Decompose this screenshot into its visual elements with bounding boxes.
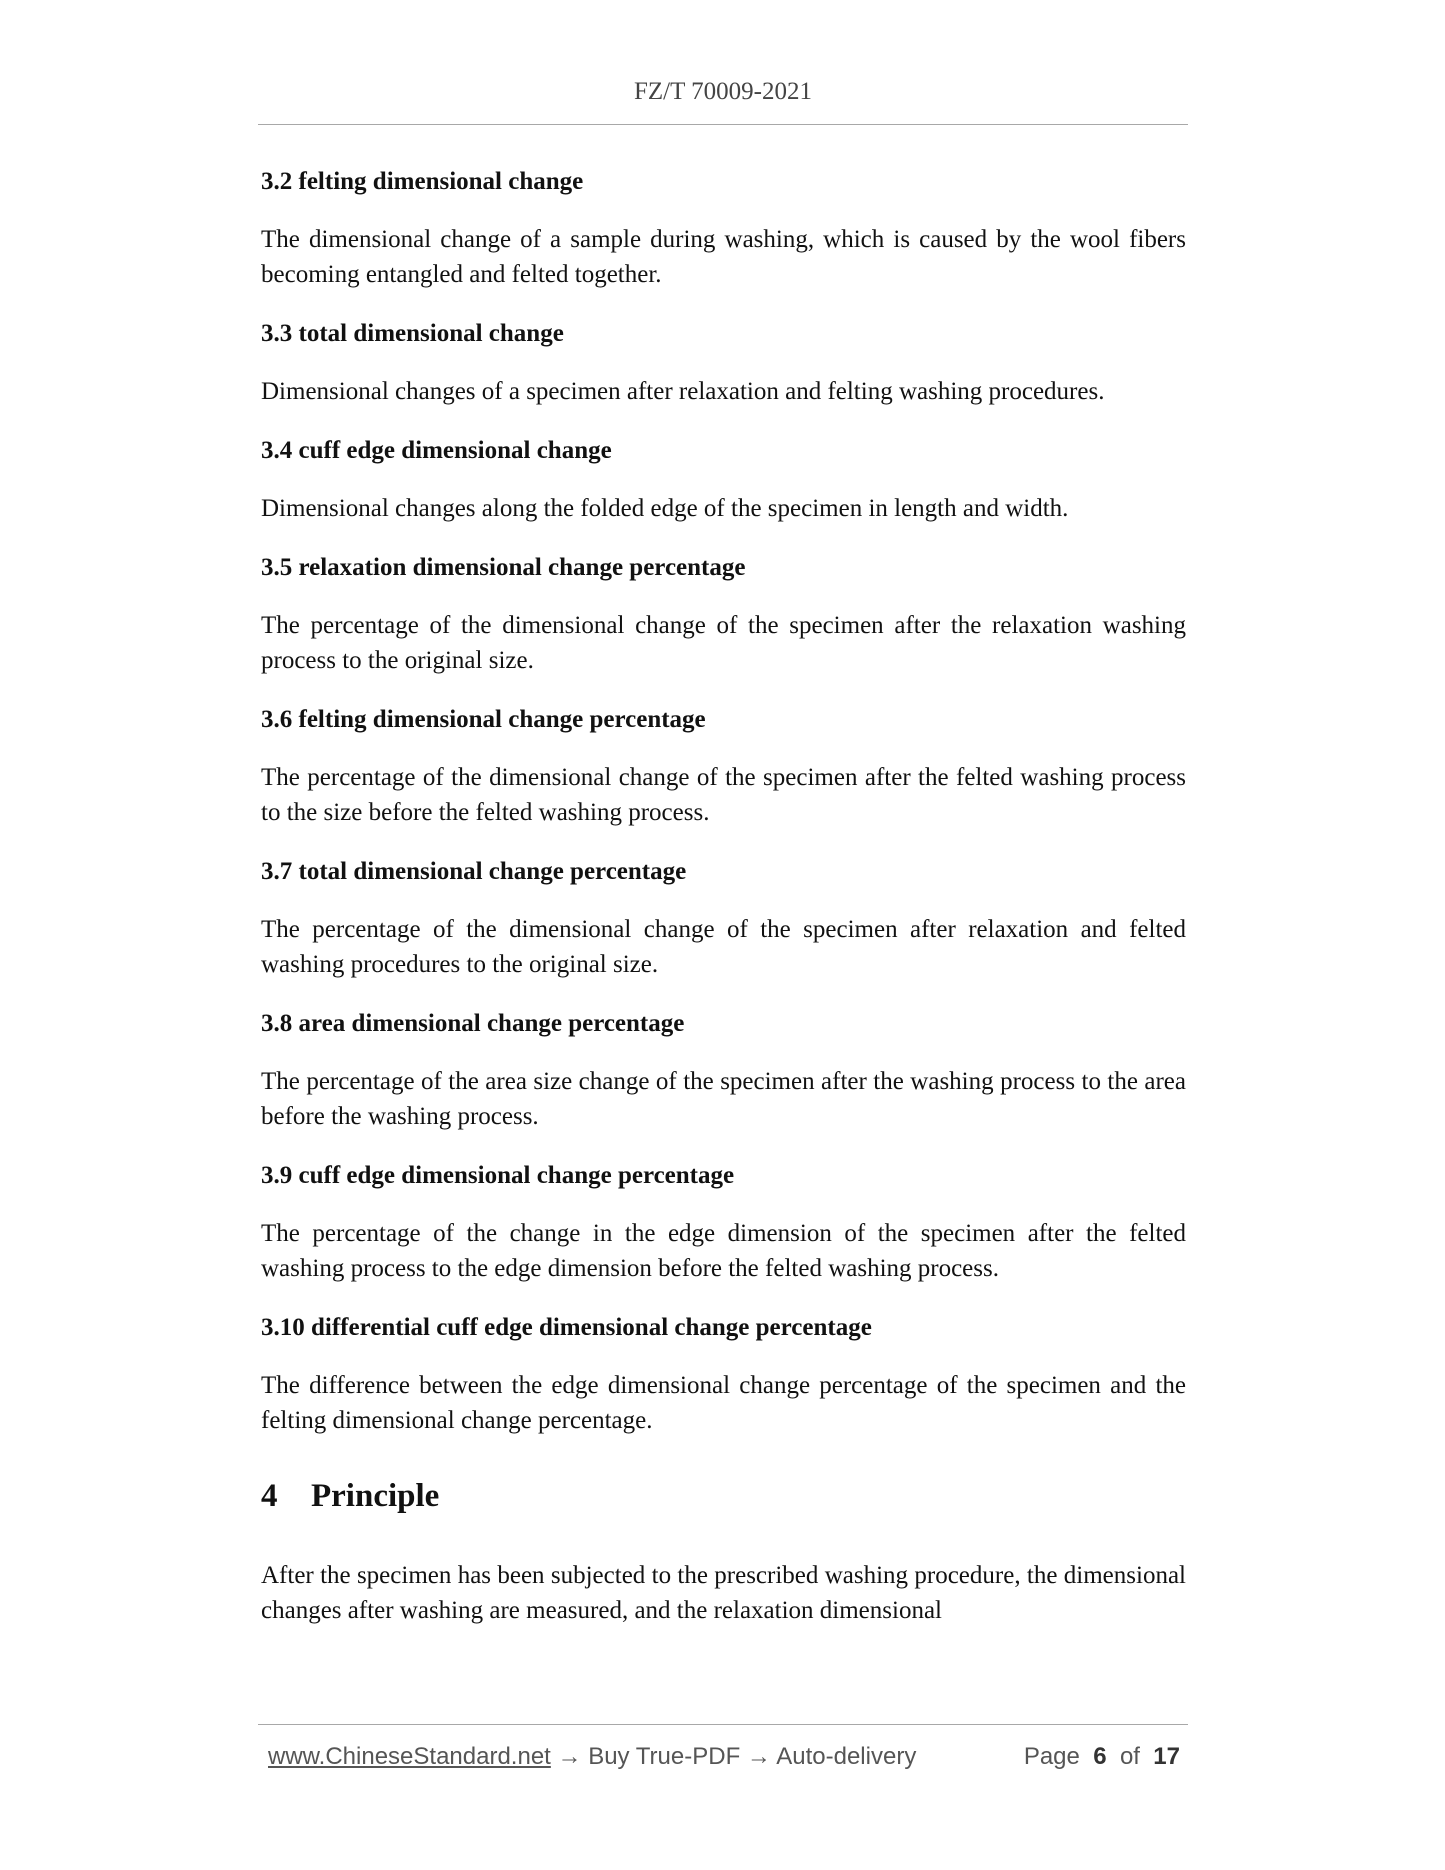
term-heading: 3.8 area dimensional change percentage [261, 1010, 685, 1037]
arrow-right-icon: → [746, 1743, 771, 1770]
term-definition: Dimensional changes along the folded edge of the specimen in length and width. [261, 495, 1069, 522]
term-heading: 3.7 total dimensional change percentage [261, 858, 687, 885]
section-title: Principle [311, 1478, 440, 1514]
website-link[interactable]: www.ChineseStandard.net [268, 1743, 551, 1770]
page-indicator [1024, 1743, 1180, 1771]
term-definition: The percentage of the area size change of the specimen after the washing process to the area before the washing process. [261, 1068, 1186, 1130]
term-heading: 3.9 cuff edge dimensional change percentage [261, 1162, 735, 1189]
term-heading: 3.3 total dimensional change [261, 320, 564, 347]
term-definition: The percentage of the dimensional change of the specimen after the relaxation washing process to the original size. [261, 612, 1186, 674]
term-heading: 3.2 felting dimensional change [261, 168, 584, 195]
term-heading: 3.10 differential cuff edge dimensional change percentage [261, 1314, 872, 1341]
term-heading: 3.4 cuff edge dimensional change [261, 437, 612, 464]
term-definition: The percentage of the change in the edge dimension of the specimen after the felted washing process to the edge dimension before the felted washing process. [261, 1220, 1186, 1282]
section-number: 4 [261, 1478, 278, 1514]
total-pages: 17 [1153, 1743, 1180, 1770]
footer [268, 1743, 1180, 1771]
header-doc-id: FZ/T 70009-2021 [633, 78, 812, 105]
term-definition: Dimensional changes of a specimen after relaxation and felting washing procedures. [261, 378, 1105, 405]
term-definition: The dimensional change of a sample during washing, which is caused by the wool fibers becoming entangled and felted together. [261, 226, 1186, 288]
page-word: Page [1023, 1743, 1080, 1770]
of-word: of [1119, 1743, 1140, 1770]
section-heading-principle [261, 1476, 1186, 1516]
term-heading: 3.6 felting dimensional change percentage [261, 706, 706, 733]
arrow-right-icon: → [557, 1743, 582, 1770]
auto-delivery-label: Auto-delivery [776, 1743, 917, 1770]
buy-true-pdf-link[interactable]: Buy True-PDF [588, 1743, 741, 1770]
footer-divider [258, 1724, 1188, 1725]
document-body [261, 166, 1186, 1628]
term-heading: 3.5 relaxation dimensional change percentage [261, 554, 746, 581]
header-divider [258, 124, 1188, 125]
term-definition: The percentage of the dimensional change of the specimen after the felted washing process to the size before the felted washing process. [261, 764, 1186, 826]
term-definition: The percentage of the dimensional change of the specimen after relaxation and felted washing procedures to the original size. [261, 916, 1186, 978]
current-page: 6 [1093, 1743, 1107, 1770]
principle-paragraph: After the specimen has been subjected to the prescribed washing procedure, the dimensional changes after washing are measured, and the relaxation dimensional [261, 1562, 1186, 1624]
term-definition: The difference between the edge dimensional change percentage of the specimen and the felting dimensional change percentage. [261, 1372, 1186, 1434]
footer-left [268, 1743, 916, 1771]
